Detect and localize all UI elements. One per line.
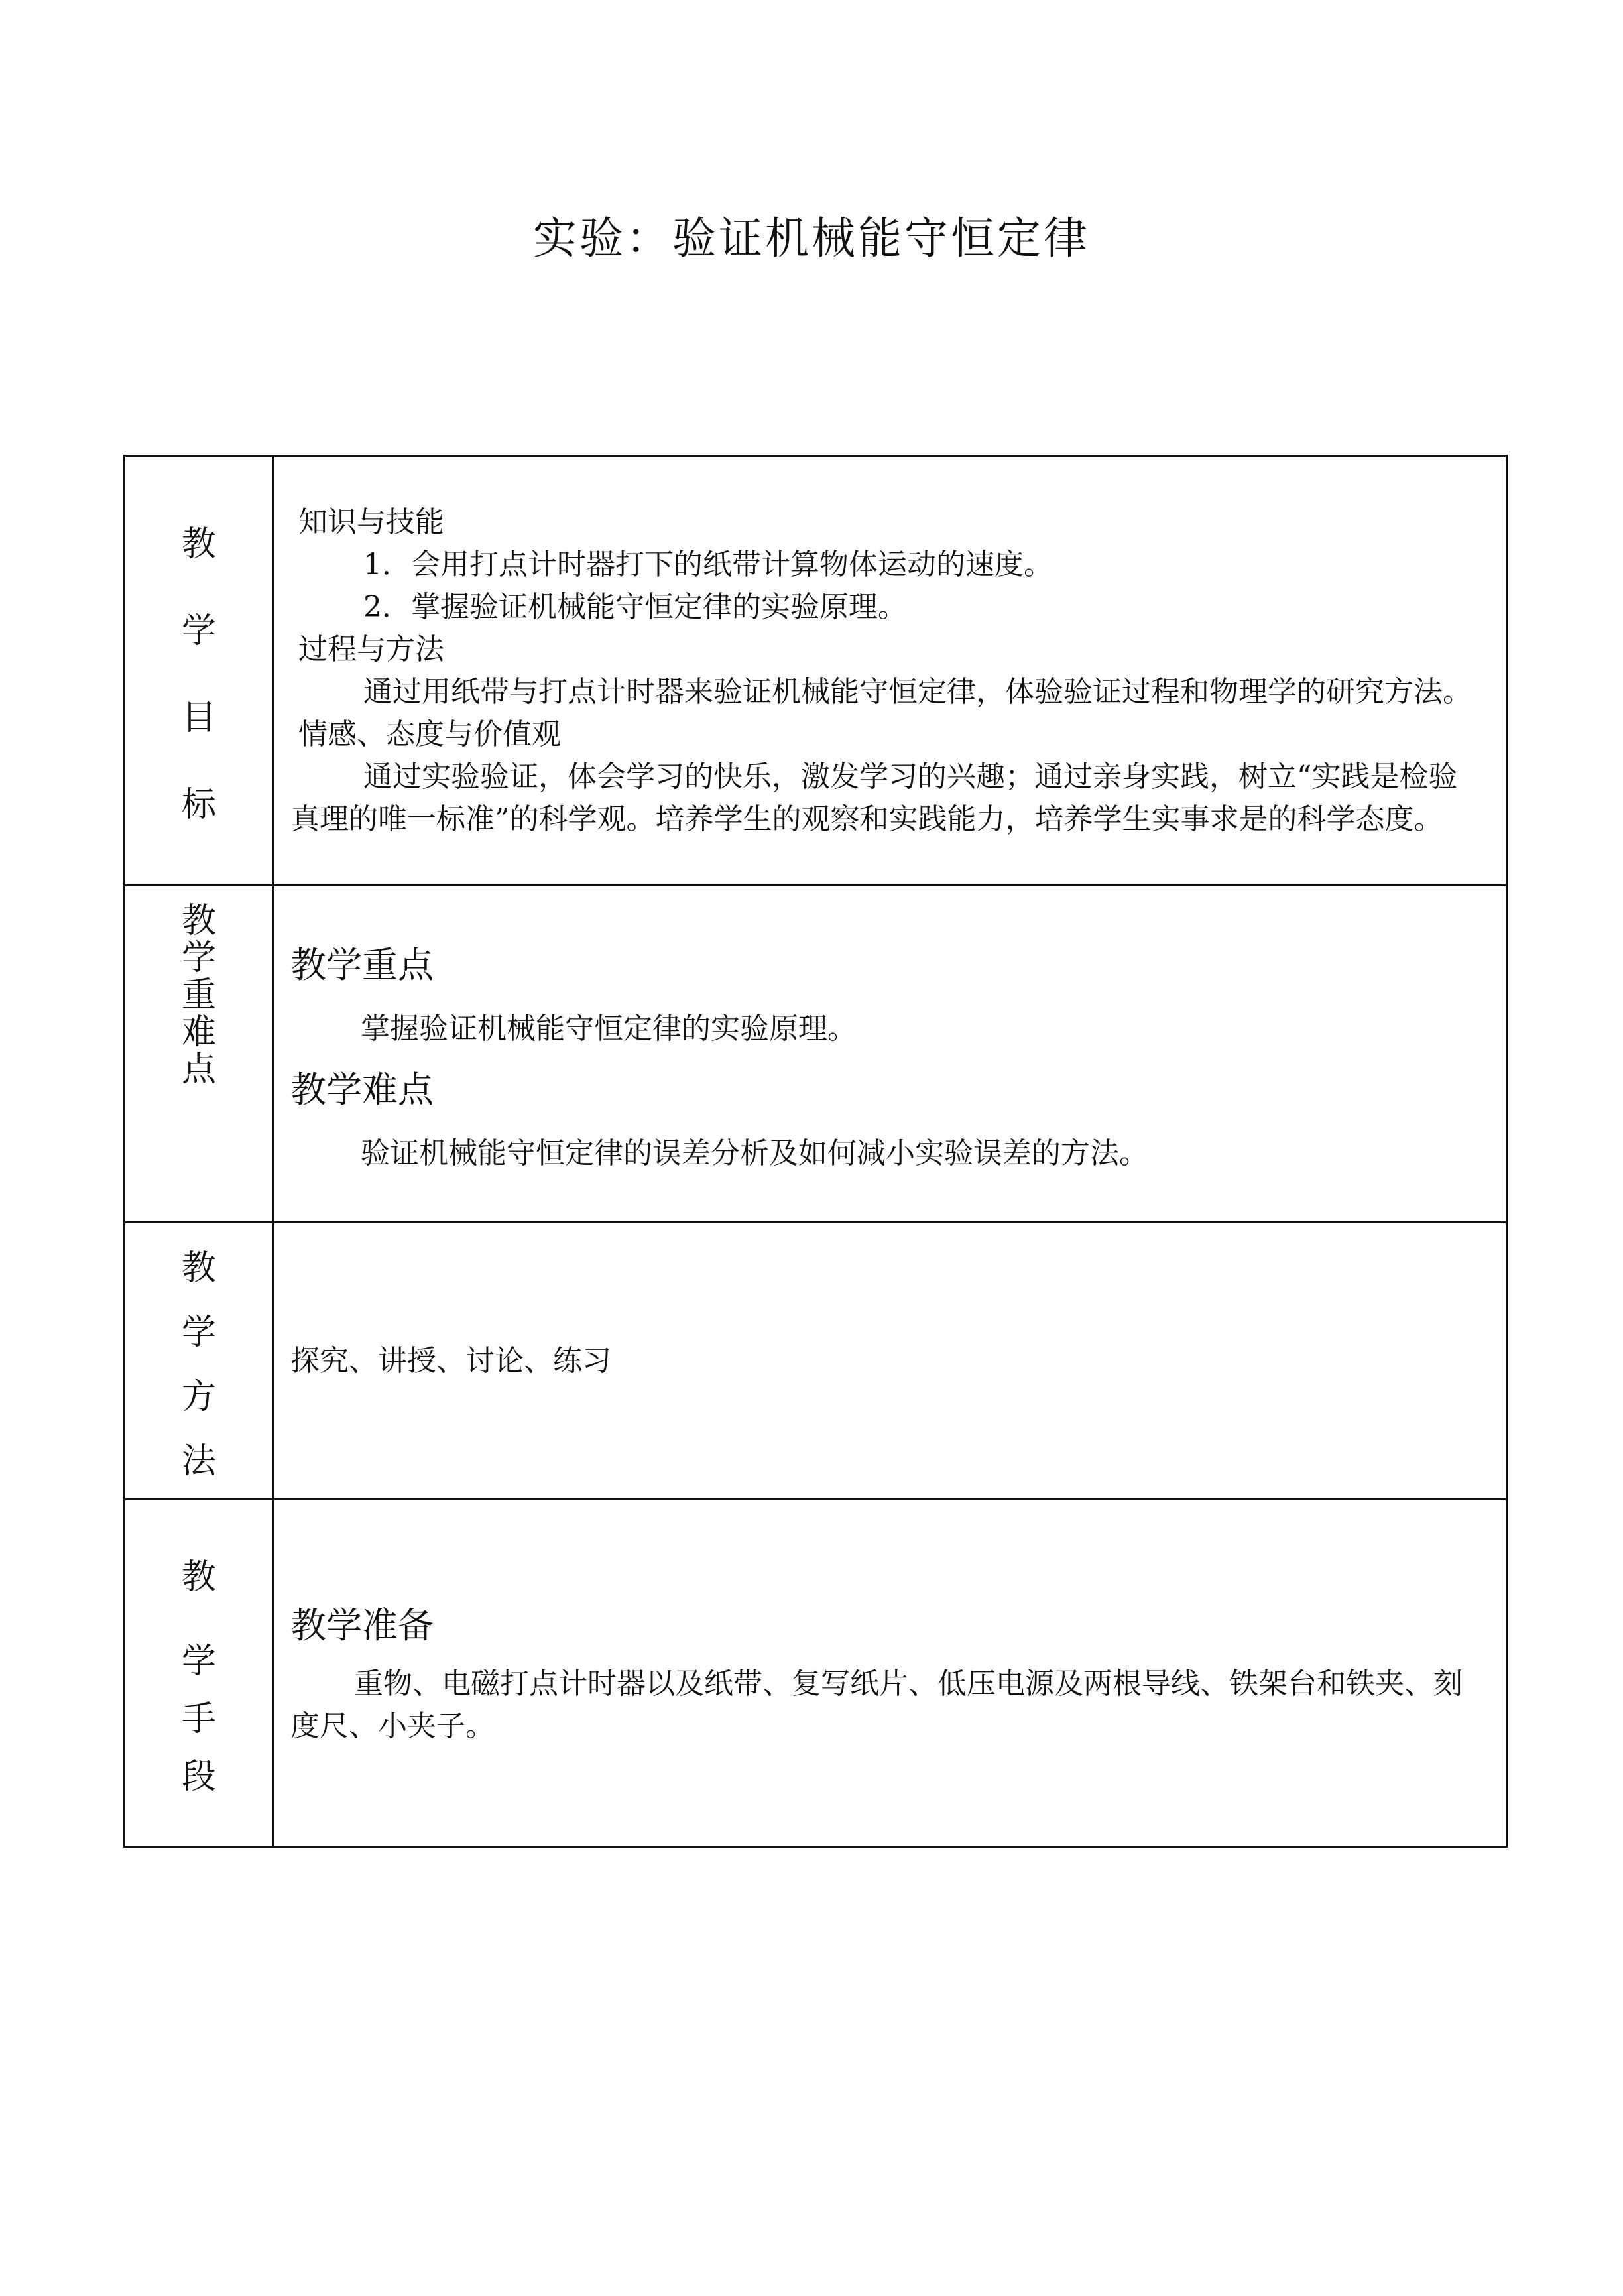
means-label-cell bbox=[125, 1500, 274, 1847]
means-row bbox=[125, 1500, 1507, 1847]
page-title: 实验：验证机械能守恒定律 bbox=[533, 213, 1090, 264]
key-points-row bbox=[125, 886, 1507, 1223]
objectives-label-cell bbox=[125, 456, 274, 886]
methods-label: 教 学 方 法 bbox=[181, 1248, 216, 1481]
key-points-content-cell bbox=[274, 886, 1507, 1223]
difficult-heading: 教学难点 bbox=[290, 1068, 434, 1111]
means-content-cell bbox=[274, 1500, 1507, 1847]
lesson-plan-table bbox=[123, 455, 1508, 1848]
key-text: 掌握验证机械能守恒定律的实验原理。 bbox=[361, 1011, 857, 1046]
objectives-content-cell bbox=[274, 456, 1507, 886]
methods-text: 探究、讲授、讨论、练习 bbox=[290, 1343, 611, 1378]
prep-text: 重物、电磁打点计时器以及纸带、复写纸片、低压电源及两根导线、铁架台和铁夹、刻度尺、小夹子。 bbox=[290, 1666, 1463, 1743]
knowledge-heading: 知识与技能 bbox=[298, 505, 444, 539]
means-label: 教 学 手 段 bbox=[181, 1557, 216, 1797]
knowledge-item: 1．会用打点计时器打下的纸带计算物体运动的速度。 bbox=[363, 547, 1053, 581]
means-content bbox=[274, 1599, 1506, 1748]
difficult-text: 验证机械能守恒定律的误差分析及如何减小实验误差的方法。 bbox=[361, 1136, 1148, 1170]
key-points-label: 教 学 重 难 点 bbox=[181, 901, 216, 1089]
objectives-label: 教 学 目 标 bbox=[181, 524, 216, 825]
process-heading: 过程与方法 bbox=[298, 632, 444, 666]
process-text: 通过用纸带与打点计时器来验证机械能守恒定律，体验验证过程和物理学的研究方法。 bbox=[363, 674, 1472, 709]
emotion-text: 通过实验验证，体会学习的快乐，激发学习的兴趣；通过亲身实践，树立“实践是检验真理的唯一标准”的科学观。培养学生的观察和实践能力，培养学生实事求是的科学态度。 bbox=[290, 759, 1458, 836]
objectives-row bbox=[125, 456, 1507, 886]
methods-content-cell bbox=[274, 1223, 1507, 1500]
key-points-label-cell bbox=[125, 886, 274, 1223]
methods-label-cell bbox=[125, 1223, 274, 1500]
key-points-content bbox=[274, 939, 1506, 1175]
knowledge-item: 2．掌握验证机械能守恒定律的实验原理。 bbox=[363, 589, 907, 624]
prep-heading: 教学准备 bbox=[290, 1604, 434, 1646]
emotion-heading: 情感、态度与价值观 bbox=[298, 717, 561, 751]
key-heading: 教学重点 bbox=[290, 943, 434, 986]
objectives-content bbox=[274, 501, 1506, 841]
methods-row bbox=[125, 1223, 1507, 1500]
